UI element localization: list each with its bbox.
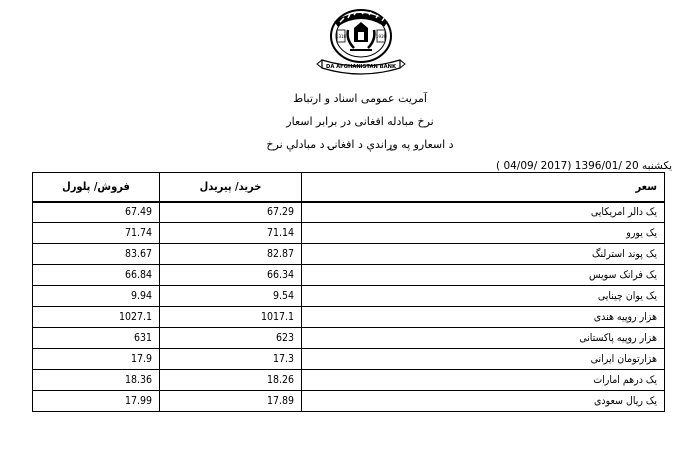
currency-name: یک ریال سعودی [302, 391, 665, 412]
buy-rate: 17.3 [160, 349, 302, 370]
currency-name: یک یورو [302, 223, 665, 244]
date-line: یکشنبه 20 /1396/01 (2017 /04/09 ) [496, 160, 673, 172]
table-row [33, 223, 665, 244]
sell-rate: 66.84 [33, 265, 160, 286]
sell-rate: 631 [33, 328, 160, 349]
buy-rate: 67.29 [160, 202, 302, 223]
sell-rate: 17.99 [33, 391, 160, 412]
exchange-rate-table [32, 172, 665, 412]
buy-rate: 66.34 [160, 265, 302, 286]
currency-name: یک درهم امارات [302, 370, 665, 391]
table-row [33, 391, 665, 412]
seal-year-right: 1939 [375, 34, 387, 39]
sell-rate: 67.49 [33, 202, 160, 223]
buy-rate: 18.26 [160, 370, 302, 391]
buy-rate: 9.54 [160, 286, 302, 307]
table-header-row [33, 173, 665, 202]
table-row [33, 307, 665, 328]
currency-name: یک پوند استرلنگ [302, 244, 665, 265]
sell-rate: 9.94 [33, 286, 160, 307]
sell-rate: 18.36 [33, 370, 160, 391]
seal-year-left: 1318 [335, 34, 347, 39]
table-row [33, 244, 665, 265]
department-title: آمریت عمومی اسناد و ارتباط [293, 92, 427, 105]
sell-rate: 1027.1 [33, 307, 160, 328]
table-row [33, 265, 665, 286]
col-header-currency: سعر [302, 173, 665, 202]
buy-rate: 623 [160, 328, 302, 349]
currency-name: هزار روپیه پاکستانی [302, 328, 665, 349]
buy-rate: 71.14 [160, 223, 302, 244]
seal-banner-text: DA AFGHANISTAN BANK [326, 64, 396, 70]
sell-rate: 83.67 [33, 244, 160, 265]
currency-name: یک دالر امریکایی [302, 202, 665, 223]
table-row [33, 349, 665, 370]
currency-name: هزار روپیه هندی [302, 307, 665, 328]
col-header-buy: خرید/ پیریدل [160, 173, 302, 202]
sell-rate: 17.9 [33, 349, 160, 370]
currency-name: هزارتومان ایرانی [302, 349, 665, 370]
sell-rate: 71.74 [33, 223, 160, 244]
buy-rate: 17.89 [160, 391, 302, 412]
col-header-sell: فروش/ پلورل [33, 173, 160, 202]
bank-seal-icon [314, 6, 408, 78]
currency-name: یک فرانک سویس [302, 265, 665, 286]
currency-name: یک یوان چینایی [302, 286, 665, 307]
bank-logo [314, 6, 408, 78]
table-row [33, 202, 665, 223]
rate-title-dari: نرخ مبادله افغانی در برابر اسعار [286, 115, 434, 128]
buy-rate: 1017.1 [160, 307, 302, 328]
buy-rate: 82.87 [160, 244, 302, 265]
table-row [33, 286, 665, 307]
table-row [33, 328, 665, 349]
rate-title-pashto: د اسعارو په وړاندې د افغانۍ د مبادلې نرخ [266, 138, 454, 151]
table-row [33, 370, 665, 391]
